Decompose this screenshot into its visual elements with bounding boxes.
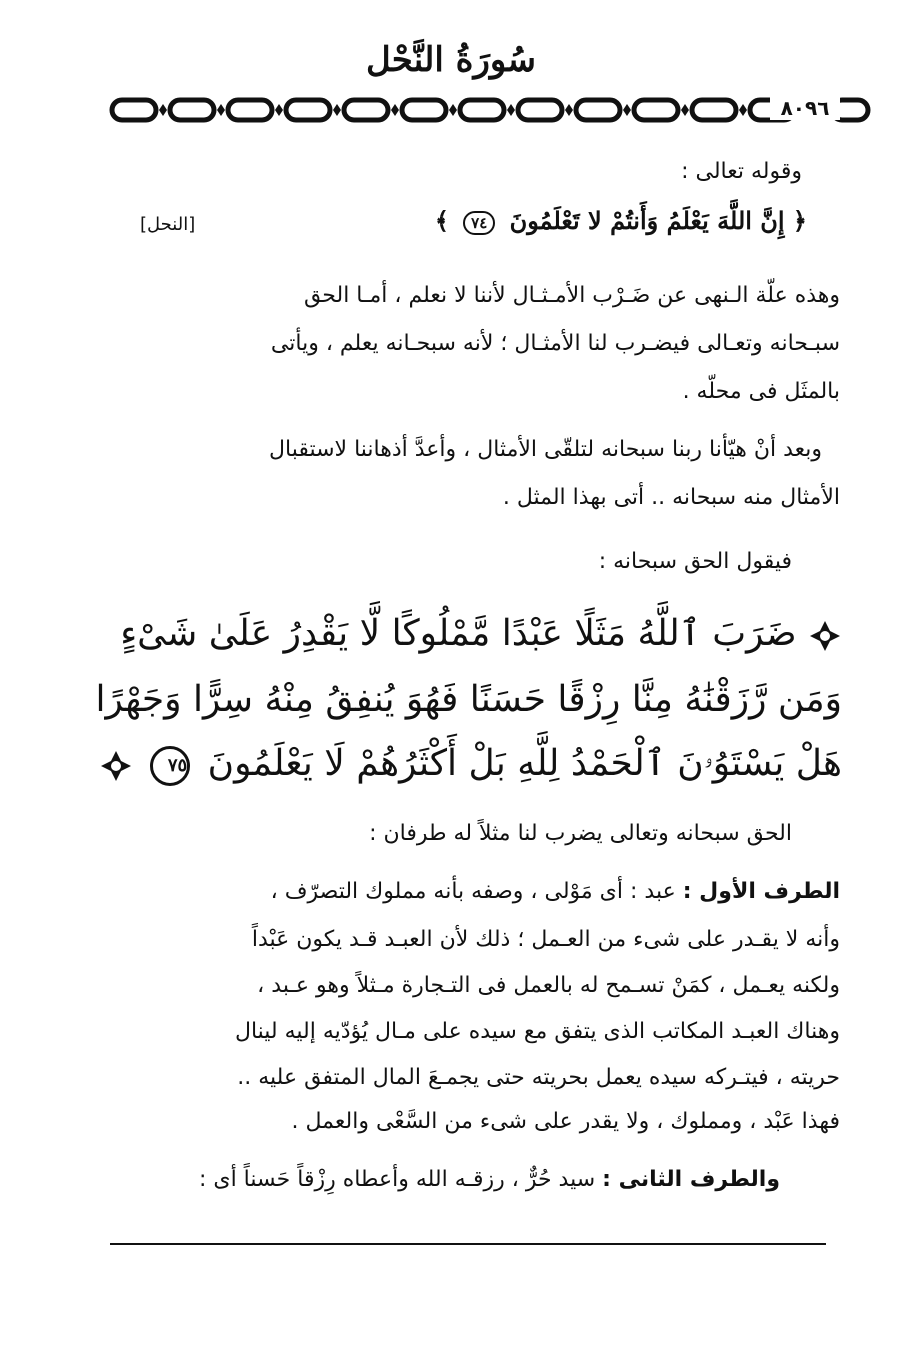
side2-text: سيد حُرٌّ ، رزقـه الله وأعطاه رِزْقاً حَسناً أى :: [198, 1167, 603, 1192]
quran-line-3-text: هَلْ يَسْتَوُۥنَ ٱلْحَمْدُ لِلَّهِ بَلْ أَكْثَرُهُمْ لَا يَعْلَمُونَ: [207, 743, 842, 784]
surah-title: سُورَةُ النَّحْل: [366, 40, 536, 80]
footer-rule: [110, 1243, 826, 1245]
para1-line-3: بالمثَل فى محلّه .: [682, 379, 840, 404]
ayah-end-ornament-icon: [99, 749, 133, 783]
surah-reference: [النحل]: [140, 214, 196, 235]
para2-line-2: الأمثال منه سبحانه .. أتى بهذا المثل .: [502, 485, 840, 510]
intro-label: وقوله تعالى :: [681, 159, 802, 184]
quran-line-1: [120, 612, 842, 656]
para2-line-1: وبعد أنْ هيّأنا ربنا سبحانه لتلقّى الأمثال ، وأعدَّ أذهاننا لاستقبال: [269, 437, 822, 462]
para1-line-1: وهذه علّة الـنهى عن ضَـرْب الأمـثـال لأننا لا نعلم ، أمـا الحق: [303, 283, 840, 308]
verse-75-number: ٧٥: [150, 746, 190, 786]
side2-line-1: [199, 1166, 780, 1194]
side2-label: والطرف الثانى :: [602, 1167, 780, 1192]
verse-74-close: ﴾: [434, 206, 458, 235]
side1-line-1: [128, 878, 840, 906]
ornamental-border: [108, 90, 872, 130]
quran-line-1-text: ضَرَبَ ٱللَّهُ مَثَلًا عَبْدًا مَّمْلُوكًا لَّا يَقْدِرُ عَلَىٰ شَىْءٍ: [120, 613, 797, 654]
para3: الحق سبحانه وتعالى يضرب لنا مثلاً له طرفان :: [369, 821, 792, 846]
para1-line-2: سبـحانه وتعـالى فيضـرب لنا الأمثـال ؛ لأنه سبحـانه يعلم ، ويأتى: [270, 331, 840, 356]
side1-line-4: وهناك العبـد المكاتب الذى يتفق مع سيده على مـال يُؤدّيه إليه لينال: [234, 1019, 840, 1044]
verse-74-text: ﴿ إِنَّ اللَّهَ يَعْلَمُ وَأَنتُمْ لا تَعْلَمُونَ: [501, 206, 807, 235]
quran-line-3: [130, 742, 842, 786]
ayah-start-ornament-icon: [808, 619, 842, 653]
side1-label: الطرف الأول :: [682, 879, 840, 904]
intro2: فيقول الحق سبحانه :: [598, 549, 792, 574]
page-number: ٨٠٩٦: [770, 96, 840, 120]
side1-line-1-text: عبد : أى مَوْلى ، وصفه بأنه مملوك التصرّف ،: [270, 879, 683, 904]
side1-line-6: فهذا عَبْد ، ومملوك ، ولا يقدر على شىء من السَّعْى والعمل .: [291, 1109, 840, 1134]
side1-line-5: حريته ، فيتـركه سيده يعمل بحريته حتى يجمـعَ المال المتفق عليه ..: [237, 1065, 840, 1090]
quran-line-2: وَمَن رَّزَقْنَٰهُ مِنَّا رِزْقًا حَسَنًا فَهُوَ يُنفِقُ مِنْهُ سِرًّا وَجَهْرًا: [95, 679, 842, 720]
verse-74: [435, 206, 807, 235]
side1-line-2: وأنه لا يقـدر على شىء من العـمل ؛ ذلك لأن العبـد قـد يكون عَبْداً: [251, 927, 840, 952]
verse-74-number: ٧٤: [463, 211, 495, 235]
side1-line-3: ولكنه يعـمل ، كمَنْ تسـمح له بالعمل فى التـجارة مـثلاً وهو عـبد ،: [257, 973, 840, 998]
